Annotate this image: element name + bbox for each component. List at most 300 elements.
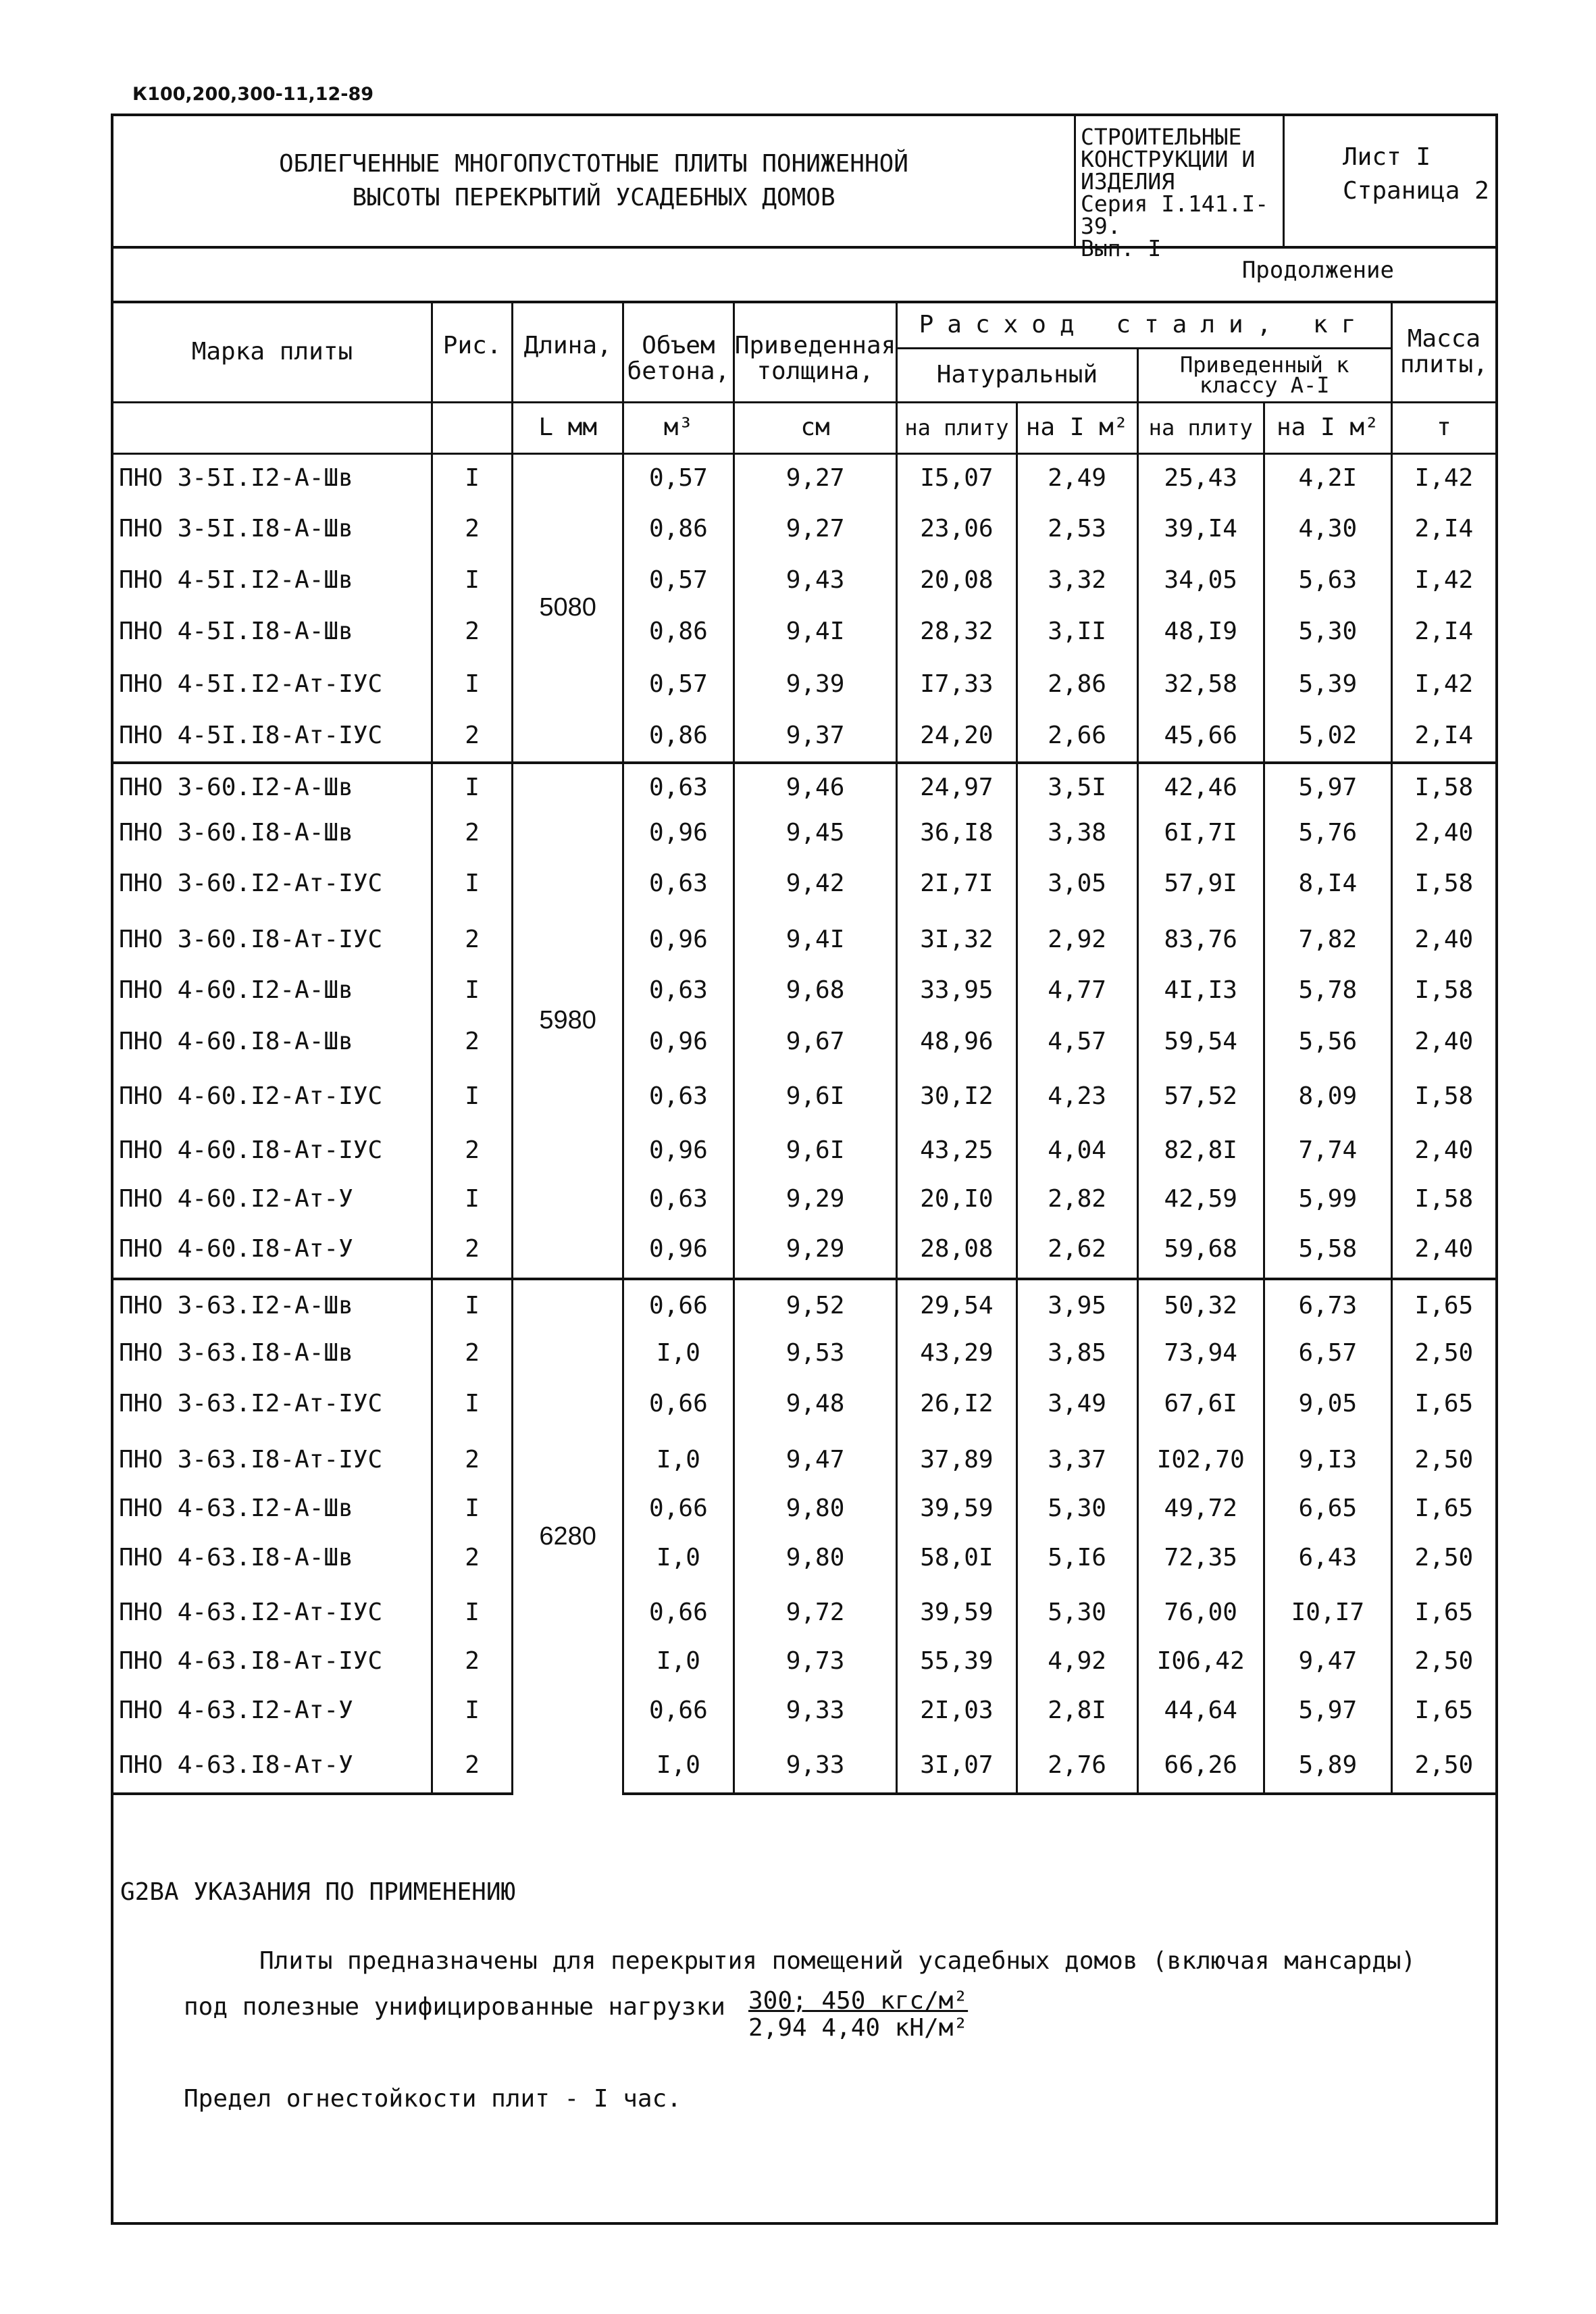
- cell-thickness: 9,42: [733, 855, 896, 913]
- cell-mass: I,58: [1391, 763, 1495, 811]
- cell-fig: I: [432, 855, 513, 913]
- row-group: [113, 763, 1495, 1279]
- cell-mark: ПНО 4-60.I8-Ат-У: [113, 1221, 432, 1279]
- cell-nat-per-slab: 36,I8: [897, 811, 1016, 855]
- cell-mark: ПНО 4-60.I8-А-Шв: [113, 1014, 432, 1070]
- cell-volume: I,0: [623, 1530, 733, 1586]
- table-row: [113, 811, 1495, 855]
- cell-red-per-slab: 59,54: [1137, 1014, 1264, 1070]
- header-thickness: Приведенная толщина,: [733, 302, 896, 402]
- cell-fig: I: [432, 1178, 513, 1221]
- cell-nat-per-m2: 2,92: [1016, 913, 1137, 967]
- cell-red-per-m2: 5,63: [1264, 556, 1391, 605]
- cell-red-per-slab: 66,26: [1137, 1738, 1264, 1794]
- series-line-1: СТРОИТЕЛЬНЫЕ: [1081, 124, 1242, 150]
- page-number: Страница 2: [1343, 177, 1489, 205]
- cell-nat-per-slab: 26,I2: [897, 1375, 1016, 1433]
- cell-nat-per-m2: 3,II: [1016, 605, 1137, 659]
- cell-fig: I: [432, 1279, 513, 1332]
- header-thickness-unit: см: [733, 402, 896, 453]
- cell-mass: I,65: [1391, 1487, 1495, 1530]
- cell-nat-per-slab: 55,39: [897, 1640, 1016, 1683]
- cell-nat-per-slab: I5,07: [897, 453, 1016, 502]
- cell-volume: 0,63: [623, 1070, 733, 1124]
- cell-mass: 2,50: [1391, 1738, 1495, 1794]
- cell-nat-per-slab: 20,I0: [897, 1178, 1016, 1221]
- header-mass: Масса плиты,: [1391, 302, 1495, 402]
- header-mark: Марка плиты: [113, 302, 432, 402]
- cell-red-per-slab: 34,05: [1137, 556, 1264, 605]
- cell-thickness: 9,48: [733, 1375, 896, 1433]
- cell-mass: I,42: [1391, 453, 1495, 502]
- cell-thickness: 9,72: [733, 1586, 896, 1640]
- cell-fig: I: [432, 1487, 513, 1530]
- table-row: [113, 913, 1495, 967]
- cell-volume: 0,96: [623, 811, 733, 855]
- table-row: [113, 710, 1495, 763]
- cell-red-per-slab: 32,58: [1137, 659, 1264, 710]
- cell-red-per-slab: 4I,I3: [1137, 967, 1264, 1014]
- cell-mass: I,58: [1391, 1070, 1495, 1124]
- cell-mark: ПНО 4-63.I2-Ат-IУС: [113, 1586, 432, 1640]
- cell-volume: 0,57: [623, 659, 733, 710]
- cell-thickness: 9,6I: [733, 1070, 896, 1124]
- cell-nat-per-m2: 2,86: [1016, 659, 1137, 710]
- cell-red-per-m2: 7,82: [1264, 913, 1391, 967]
- cell-volume: 0,96: [623, 913, 733, 967]
- cell-red-per-slab: 72,35: [1137, 1530, 1264, 1586]
- cell-red-per-slab: 73,94: [1137, 1332, 1264, 1375]
- cell-volume: 0,57: [623, 556, 733, 605]
- cell-fig: I: [432, 1375, 513, 1433]
- row-group: [113, 1279, 1495, 1794]
- table-row: [113, 1586, 1495, 1640]
- cell-fig: 2: [432, 1738, 513, 1794]
- cell-red-per-m2: 5,99: [1264, 1178, 1391, 1221]
- cell-mass: I,65: [1391, 1279, 1495, 1332]
- cell-nat-per-slab: 3I,32: [897, 913, 1016, 967]
- cell-nat-per-slab: I7,33: [897, 659, 1016, 710]
- header-mark-unit: [113, 402, 432, 453]
- table-row: [113, 659, 1495, 710]
- cell-red-per-slab: 42,59: [1137, 1178, 1264, 1221]
- table-row: [113, 1279, 1495, 1332]
- cell-fig: I: [432, 967, 513, 1014]
- cell-mass: 2,50: [1391, 1530, 1495, 1586]
- cell-volume: I,0: [623, 1640, 733, 1683]
- cell-volume: 0,66: [623, 1375, 733, 1433]
- cell-red-per-m2: 9,05: [1264, 1375, 1391, 1433]
- cell-mark: ПНО 4-5I.I2-Ат-IУС: [113, 659, 432, 710]
- title-line-2: ВЫСОТЫ ПЕРЕКРЫТИЙ УСАДЕБНЫХ ДОМОВ: [352, 184, 835, 211]
- cell-mass: 2,50: [1391, 1433, 1495, 1487]
- cell-fig: 2: [432, 1221, 513, 1279]
- cell-nat-per-m2: 5,I6: [1016, 1530, 1137, 1586]
- header-reduced: Приведенный к классу А-I: [1137, 348, 1391, 402]
- load-kgs: 300; 450 кгс/м²: [748, 1987, 969, 2015]
- cell-length: 5980: [513, 763, 623, 1279]
- cell-fig: I: [432, 1070, 513, 1124]
- header-mass-unit: т: [1391, 402, 1495, 453]
- cell-red-per-slab: 83,76: [1137, 913, 1264, 967]
- cell-thickness: 9,39: [733, 659, 896, 710]
- cell-volume: 0,96: [623, 1014, 733, 1070]
- cell-volume: 0,66: [623, 1487, 733, 1530]
- cell-mark: ПНО 4-60.I8-Ат-IУС: [113, 1124, 432, 1178]
- cell-mass: 2,I4: [1391, 502, 1495, 556]
- cell-mass: I,65: [1391, 1683, 1495, 1738]
- cell-nat-per-slab: 24,20: [897, 710, 1016, 763]
- notes-line-3: Предел огнестойкости плит - I час.: [184, 2085, 681, 2113]
- header-volume-unit: м³: [623, 402, 733, 453]
- cell-thickness: 9,33: [733, 1738, 896, 1794]
- cell-mass: I,58: [1391, 855, 1495, 913]
- cell-fig: 2: [432, 502, 513, 556]
- cell-red-per-slab: 82,8I: [1137, 1124, 1264, 1178]
- cell-fig: 2: [432, 605, 513, 659]
- cell-fig: 2: [432, 1433, 513, 1487]
- cell-mass: I,58: [1391, 1178, 1495, 1221]
- table-row: [113, 1375, 1495, 1433]
- table-row: [113, 453, 1495, 502]
- cell-red-per-m2: 5,97: [1264, 1683, 1391, 1738]
- cell-fig: 2: [432, 913, 513, 967]
- cell-red-per-m2: 9,47: [1264, 1640, 1391, 1683]
- cell-red-per-m2: 5,97: [1264, 763, 1391, 811]
- header-natural-per-slab: на плиту: [897, 402, 1016, 453]
- cell-nat-per-m2: 2,62: [1016, 1221, 1137, 1279]
- cell-nat-per-m2: 3,5I: [1016, 763, 1137, 811]
- cell-red-per-slab: 39,I4: [1137, 502, 1264, 556]
- cell-red-per-slab: 50,32: [1137, 1279, 1264, 1332]
- cell-mark: ПНО 4-60.I2-А-Шв: [113, 967, 432, 1014]
- cell-mass: I,65: [1391, 1586, 1495, 1640]
- cell-nat-per-m2: 2,82: [1016, 1178, 1137, 1221]
- cell-volume: 0,66: [623, 1586, 733, 1640]
- cell-volume: 0,66: [623, 1683, 733, 1738]
- cell-red-per-m2: 6,65: [1264, 1487, 1391, 1530]
- page-frame: [111, 114, 1498, 2225]
- cell-fig: 2: [432, 811, 513, 855]
- cell-volume: I,0: [623, 1738, 733, 1794]
- cell-nat-per-m2: 3,32: [1016, 556, 1137, 605]
- cell-mark: ПНО 4-63.I8-Ат-IУС: [113, 1640, 432, 1683]
- cell-nat-per-slab: 43,29: [897, 1332, 1016, 1375]
- series-line-3: ИЗДЕЛИЯ: [1081, 168, 1175, 195]
- cell-mass: 2,I4: [1391, 605, 1495, 659]
- cell-nat-per-m2: 4,23: [1016, 1070, 1137, 1124]
- cell-red-per-m2: 9,I3: [1264, 1433, 1391, 1487]
- cell-thickness: 9,80: [733, 1487, 896, 1530]
- cell-thickness: 9,80: [733, 1530, 896, 1586]
- cell-red-per-slab: 59,68: [1137, 1221, 1264, 1279]
- cell-red-per-m2: 8,I4: [1264, 855, 1391, 913]
- cell-nat-per-slab: 39,59: [897, 1487, 1016, 1530]
- cell-nat-per-slab: 58,0I: [897, 1530, 1016, 1586]
- header-steel: Расход стали, кг: [897, 302, 1392, 348]
- notes-line-1: Плиты предназначены для перекрытия помещений усадебных домов (включая мансарды): [259, 1947, 1416, 1975]
- document-code: К100,200,300-11,12-89: [132, 84, 374, 105]
- cell-nat-per-m2: 4,77: [1016, 967, 1137, 1014]
- cell-red-per-slab: 42,46: [1137, 763, 1264, 811]
- table-row: [113, 556, 1495, 605]
- notes-line-2: под полезные унифицированные нагрузки: [184, 1993, 725, 2021]
- cell-nat-per-m2: 5,30: [1016, 1586, 1137, 1640]
- cell-thickness: 9,4I: [733, 913, 896, 967]
- cell-thickness: 9,53: [733, 1332, 896, 1375]
- cell-nat-per-slab: 2I,03: [897, 1683, 1016, 1738]
- cell-mark: ПНО 3-63.I8-Ат-IУС: [113, 1433, 432, 1487]
- cell-volume: 0,63: [623, 1178, 733, 1221]
- cell-length: 5080: [513, 453, 623, 763]
- cell-thickness: 9,47: [733, 1433, 896, 1487]
- load-fraction: [748, 1988, 968, 2042]
- cell-red-per-m2: 5,02: [1264, 710, 1391, 763]
- cell-mass: 2,40: [1391, 1124, 1495, 1178]
- cell-mark: ПНО 3-63.I2-А-Шв: [113, 1279, 432, 1332]
- header-reduced-per-slab: на плиту: [1137, 402, 1264, 453]
- table-row: [113, 502, 1495, 556]
- cell-volume: 0,96: [623, 1124, 733, 1178]
- cell-mark: ПНО 4-5I.I8-Ат-IУС: [113, 710, 432, 763]
- cell-red-per-slab: 57,9I: [1137, 855, 1264, 913]
- cell-nat-per-m2: 3,38: [1016, 811, 1137, 855]
- cell-red-per-m2: 5,39: [1264, 659, 1391, 710]
- cell-mark: ПНО 3-60.I8-А-Шв: [113, 811, 432, 855]
- table-row: [113, 967, 1495, 1014]
- cell-thickness: 9,29: [733, 1221, 896, 1279]
- table-row: [113, 1487, 1495, 1530]
- cell-nat-per-m2: 3,05: [1016, 855, 1137, 913]
- cell-thickness: 9,33: [733, 1683, 896, 1738]
- cell-fig: I: [432, 1586, 513, 1640]
- cell-nat-per-m2: 3,49: [1016, 1375, 1137, 1433]
- cell-mark: ПНО 3-60.I8-Ат-IУС: [113, 913, 432, 967]
- cell-fig: 2: [432, 1530, 513, 1586]
- cell-volume: 0,63: [623, 855, 733, 913]
- cell-thickness: 9,29: [733, 1178, 896, 1221]
- table-row: [113, 1014, 1495, 1070]
- cell-mark: ПНО 4-5I.I8-А-Шв: [113, 605, 432, 659]
- header-reduced-per-m2: на I м²: [1264, 402, 1391, 453]
- title-block: [113, 116, 1495, 261]
- cell-nat-per-slab: 39,59: [897, 1586, 1016, 1640]
- cell-mark: ПНО 3-63.I8-А-Шв: [113, 1332, 432, 1375]
- cell-fig: 2: [432, 1640, 513, 1683]
- cell-mark: ПНО 4-63.I8-А-Шв: [113, 1530, 432, 1586]
- cell-nat-per-slab: 29,54: [897, 1279, 1016, 1332]
- cell-nat-per-slab: 43,25: [897, 1124, 1016, 1178]
- cell-thickness: 9,46: [733, 763, 896, 811]
- cell-mass: 2,I4: [1391, 710, 1495, 763]
- cell-red-per-m2: 5,58: [1264, 1221, 1391, 1279]
- header-length: Длина,: [513, 302, 623, 402]
- table-row: [113, 1640, 1495, 1683]
- cell-mark: ПНО 4-60.I2-Ат-У: [113, 1178, 432, 1221]
- cell-thickness: 9,68: [733, 967, 896, 1014]
- load-kn: 2,94 4,40 кН/м²: [748, 2014, 969, 2042]
- cell-nat-per-slab: 28,32: [897, 605, 1016, 659]
- cell-mass: I,42: [1391, 659, 1495, 710]
- table-row: [113, 1070, 1495, 1124]
- header-natural: Натуральный: [897, 348, 1137, 402]
- document-title: [113, 116, 1076, 246]
- cell-red-per-m2: 8,09: [1264, 1070, 1391, 1124]
- table-row: [113, 1178, 1495, 1221]
- cell-mark: ПНО 3-5I.I2-А-Шв: [113, 453, 432, 502]
- cell-nat-per-m2: 2,8I: [1016, 1683, 1137, 1738]
- cell-mark: ПНО 4-63.I8-Ат-У: [113, 1738, 432, 1794]
- cell-mass: 2,40: [1391, 1014, 1495, 1070]
- table-row: [113, 1738, 1495, 1794]
- table-row: [113, 1124, 1495, 1178]
- cell-volume: I,0: [623, 1332, 733, 1375]
- cell-thickness: 9,37: [733, 710, 896, 763]
- cell-mark: ПНО 3-63.I2-Ат-IУС: [113, 1375, 432, 1433]
- table-row: [113, 1332, 1495, 1375]
- cell-volume: 0,86: [623, 502, 733, 556]
- table-row: [113, 1221, 1495, 1279]
- cell-fig: I: [432, 1683, 513, 1738]
- row-group: [113, 453, 1495, 763]
- table-row: [113, 1530, 1495, 1586]
- table-row: [113, 855, 1495, 913]
- notes-header: G2ВА УКАЗАНИЯ ПО ПРИМЕНЕНИЮ: [120, 1878, 516, 1906]
- cell-volume: I,0: [623, 1433, 733, 1487]
- cell-nat-per-m2: 5,30: [1016, 1487, 1137, 1530]
- cell-mark: ПНО 4-60.I2-Ат-IУС: [113, 1070, 432, 1124]
- cell-fig: I: [432, 556, 513, 605]
- series-line-2: КОНСТРУКЦИИ И: [1081, 146, 1256, 172]
- cell-red-per-m2: 5,89: [1264, 1738, 1391, 1794]
- cell-red-per-m2: 5,78: [1264, 967, 1391, 1014]
- cell-mass: 2,40: [1391, 1221, 1495, 1279]
- cell-thickness: 9,27: [733, 453, 896, 502]
- cell-nat-per-m2: 2,49: [1016, 453, 1137, 502]
- header-volume: Объем бетона,: [623, 302, 733, 402]
- cell-red-per-m2: 5,76: [1264, 811, 1391, 855]
- cell-volume: 0,96: [623, 1221, 733, 1279]
- table-row: [113, 605, 1495, 659]
- cell-red-per-slab: 49,72: [1137, 1487, 1264, 1530]
- cell-mark: ПНО 4-5I.I2-А-Шв: [113, 556, 432, 605]
- cell-mass: 2,40: [1391, 811, 1495, 855]
- cell-volume: 0,66: [623, 1279, 733, 1332]
- series-info: [1074, 116, 1285, 261]
- cell-red-per-m2: 6,73: [1264, 1279, 1391, 1332]
- cell-volume: 0,63: [623, 763, 733, 811]
- cell-thickness: 9,6I: [733, 1124, 896, 1178]
- cell-nat-per-m2: 3,85: [1016, 1332, 1137, 1375]
- cell-fig: 2: [432, 1014, 513, 1070]
- cell-nat-per-m2: 4,04: [1016, 1124, 1137, 1178]
- cell-mark: ПНО 3-5I.I8-А-Шв: [113, 502, 432, 556]
- cell-mark: ПНО 4-63.I2-Ат-У: [113, 1683, 432, 1738]
- cell-red-per-slab: 48,I9: [1137, 605, 1264, 659]
- cell-nat-per-m2: 2,53: [1016, 502, 1137, 556]
- table-row: [113, 1433, 1495, 1487]
- series-line-4: Серия I.141.I-39.: [1081, 191, 1269, 239]
- cell-mark: ПНО 3-60.I2-Ат-IУС: [113, 855, 432, 913]
- cell-nat-per-slab: 33,95: [897, 967, 1016, 1014]
- cell-thickness: 9,45: [733, 811, 896, 855]
- cell-red-per-m2: I0,I7: [1264, 1586, 1391, 1640]
- cell-nat-per-slab: 20,08: [897, 556, 1016, 605]
- cell-nat-per-slab: 28,08: [897, 1221, 1016, 1279]
- table-row: [113, 1683, 1495, 1738]
- cell-red-per-slab: 76,00: [1137, 1586, 1264, 1640]
- cell-red-per-m2: 4,30: [1264, 502, 1391, 556]
- cell-mark: ПНО 3-60.I2-А-Шв: [113, 763, 432, 811]
- cell-nat-per-slab: 48,96: [897, 1014, 1016, 1070]
- cell-red-per-m2: 7,74: [1264, 1124, 1391, 1178]
- cell-red-per-slab: 44,64: [1137, 1683, 1264, 1738]
- cell-red-per-m2: 6,43: [1264, 1530, 1391, 1586]
- cell-nat-per-m2: 4,57: [1016, 1014, 1137, 1070]
- cell-fig: 2: [432, 1332, 513, 1375]
- cell-nat-per-slab: 30,I2: [897, 1070, 1016, 1124]
- cell-length: 6280: [513, 1279, 623, 1794]
- cell-mass: I,65: [1391, 1375, 1495, 1433]
- header-length-unit: L мм: [513, 402, 623, 453]
- slab-table: [113, 301, 1495, 1795]
- cell-fig: I: [432, 453, 513, 502]
- cell-red-per-slab: 67,6I: [1137, 1375, 1264, 1433]
- cell-nat-per-m2: 3,95: [1016, 1279, 1137, 1332]
- cell-nat-per-slab: 2I,7I: [897, 855, 1016, 913]
- cell-nat-per-slab: 23,06: [897, 502, 1016, 556]
- cell-mark: ПНО 4-63.I2-А-Шв: [113, 1487, 432, 1530]
- cell-red-per-slab: 45,66: [1137, 710, 1264, 763]
- cell-nat-per-slab: 37,89: [897, 1433, 1016, 1487]
- cell-mass: I,42: [1391, 556, 1495, 605]
- cell-fig: I: [432, 763, 513, 811]
- cell-mass: 2,40: [1391, 913, 1495, 967]
- cell-volume: 0,63: [623, 967, 733, 1014]
- cell-nat-per-m2: 4,92: [1016, 1640, 1137, 1683]
- cell-red-per-m2: 5,56: [1264, 1014, 1391, 1070]
- cell-fig: 2: [432, 1124, 513, 1178]
- cell-fig: I: [432, 659, 513, 710]
- header-natural-per-m2: на I м²: [1016, 402, 1137, 453]
- cell-thickness: 9,43: [733, 556, 896, 605]
- cell-nat-per-m2: 2,76: [1016, 1738, 1137, 1794]
- header-fig-unit: [432, 402, 513, 453]
- cell-thickness: 9,27: [733, 502, 896, 556]
- cell-red-per-slab: I02,70: [1137, 1433, 1264, 1487]
- sheet-info: [1285, 116, 1495, 246]
- cell-red-per-slab: 25,43: [1137, 453, 1264, 502]
- cell-nat-per-m2: 3,37: [1016, 1433, 1137, 1487]
- cell-red-per-slab: 57,52: [1137, 1070, 1264, 1124]
- cell-red-per-slab: I06,42: [1137, 1640, 1264, 1683]
- cell-mass: 2,50: [1391, 1332, 1495, 1375]
- cell-thickness: 9,73: [733, 1640, 896, 1683]
- cell-red-per-m2: 5,30: [1264, 605, 1391, 659]
- cell-thickness: 9,67: [733, 1014, 896, 1070]
- cell-red-per-slab: 6I,7I: [1137, 811, 1264, 855]
- cell-nat-per-m2: 2,66: [1016, 710, 1137, 763]
- series-line-5: Вып. I: [1081, 235, 1162, 261]
- cell-red-per-m2: 4,2I: [1264, 453, 1391, 502]
- cell-thickness: 9,4I: [733, 605, 896, 659]
- cell-red-per-m2: 6,57: [1264, 1332, 1391, 1375]
- title-line-1: ОБЛЕГЧЕННЫЕ МНОГОПУСТОТНЫЕ ПЛИТЫ ПОНИЖЕННОЙ: [279, 150, 908, 178]
- cell-nat-per-slab: 24,97: [897, 763, 1016, 811]
- cell-volume: 0,86: [623, 710, 733, 763]
- cell-nat-per-slab: 3I,07: [897, 1738, 1016, 1794]
- table-row: [113, 763, 1495, 811]
